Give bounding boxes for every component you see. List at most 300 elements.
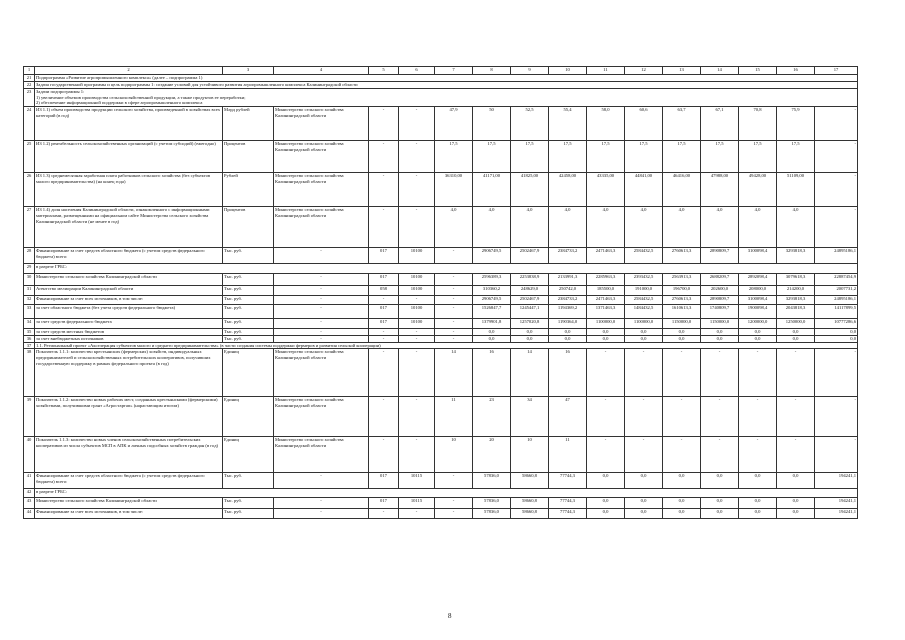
column-number-cell: 12	[625, 67, 663, 75]
responsible-executor-cell: -	[274, 498, 369, 509]
value-cell: 0,0	[663, 473, 701, 489]
responsible-executor-cell: Министерство сельского хозяйства Калининградской области	[274, 207, 369, 248]
table-row	[24, 473, 858, 489]
value-cell: -	[625, 437, 663, 473]
value-cell: 0,0	[587, 509, 625, 519]
row-number: 41	[24, 473, 35, 489]
value-cell: 17,5	[625, 141, 663, 173]
value-cell: -	[435, 286, 473, 296]
value-cell: -	[435, 329, 473, 336]
table-row	[24, 82, 858, 89]
row-number: 35	[24, 329, 35, 336]
value-cell: -	[701, 349, 739, 397]
value-cell: 0,0	[587, 473, 625, 489]
unit-cell: Тыс. руб.	[223, 473, 274, 489]
value-cell: 3100098,4	[739, 296, 777, 305]
value-cell: 194241,1	[815, 498, 858, 509]
unit-cell: Тыс. руб.	[223, 498, 274, 509]
table-row	[24, 349, 858, 397]
value-cell: -	[587, 437, 625, 473]
value-cell: 2384733,2	[549, 248, 587, 264]
unit-cell: Тыс. руб.	[223, 286, 274, 296]
column-number-cell: 3	[223, 67, 274, 75]
value-cell: -	[399, 207, 435, 248]
value-cell: 0,0	[701, 473, 739, 489]
value-cell: -	[777, 437, 815, 473]
value-cell: 14117899,5	[815, 305, 858, 319]
value-cell: 0,0	[663, 498, 701, 509]
value-cell: 1900098,4	[739, 305, 777, 319]
value-cell: 202600,0	[701, 286, 739, 296]
value-cell: -	[663, 437, 701, 473]
responsible-executor-cell: Министерство сельского хозяйства Калининградской области	[274, 173, 369, 207]
value-cell: -	[739, 437, 777, 473]
value-cell: 1190364,0	[549, 319, 587, 329]
value-cell: -	[399, 349, 435, 397]
value-cell: -	[435, 498, 473, 509]
column-number-cell: 17	[815, 67, 858, 75]
value-cell: 17,5	[435, 141, 473, 173]
value-cell: 36310,00	[435, 173, 473, 207]
value-cell: 1150000,0	[663, 319, 701, 329]
value-cell: 46416,00	[663, 173, 701, 207]
indicator-name-cell: за счет областного бюджета (без учета средств федерального бюджета)	[35, 305, 223, 319]
value-cell: 2471463,3	[587, 248, 625, 264]
value-cell: 0,0	[739, 498, 777, 509]
value-cell: 0,0	[625, 335, 663, 342]
column-number-cell: 5	[369, 67, 399, 75]
value-cell: 77744,3	[549, 509, 587, 519]
row-number: 44	[24, 509, 35, 519]
value-cell: 4,0	[777, 207, 815, 248]
unit-cell: Тыс. руб.	[223, 305, 274, 319]
value-cell: -	[625, 397, 663, 437]
table-row	[24, 264, 858, 274]
value-cell: -	[399, 296, 435, 305]
value-cell: 0,0	[511, 335, 549, 342]
value-cell: 50	[473, 107, 511, 141]
value-cell: 24895186,1	[815, 248, 858, 264]
responsible-executor-cell: -	[274, 286, 369, 296]
unit-cell: Единиц	[223, 397, 274, 437]
value-cell: 2906749,5	[473, 296, 511, 305]
value-cell: 34	[511, 397, 549, 437]
value-cell: -	[815, 107, 858, 141]
unit-cell: Единиц	[223, 437, 274, 473]
value-cell: 57836,0	[473, 509, 511, 519]
value-cell: 0,0	[549, 329, 587, 336]
table-row	[24, 342, 858, 349]
value-cell: 60,6	[625, 107, 663, 141]
row-number: 32	[24, 296, 35, 305]
value-cell: 4,0	[701, 207, 739, 248]
value-cell: 10100	[399, 248, 435, 264]
column-number-cell: 7	[435, 67, 473, 75]
value-cell: -	[435, 248, 473, 264]
responsible-executor-cell: -	[274, 473, 369, 489]
value-cell: -	[435, 319, 473, 329]
column-number-cell: 8	[473, 67, 511, 75]
value-cell: -	[625, 349, 663, 397]
responsible-executor-cell: -	[274, 509, 369, 519]
column-number-row	[24, 67, 858, 75]
value-cell: 4,0	[435, 207, 473, 248]
row-number: 34	[24, 319, 35, 329]
value-cell: -	[399, 141, 435, 173]
value-cell: -	[369, 437, 399, 473]
value-cell: 58660,8	[511, 473, 549, 489]
responsible-executor-cell: Министерство сельского хозяйства Калининградской области	[274, 437, 369, 473]
indicator-name-cell: Агентство мелиорации Калининградской области	[35, 286, 223, 296]
value-cell: 0,0	[663, 329, 701, 336]
unit-cell: Млрд рублей	[223, 107, 274, 141]
table-row	[24, 207, 858, 248]
value-cell: 1257020,8	[511, 319, 549, 329]
value-cell: 11	[435, 397, 473, 437]
table-row	[24, 89, 858, 107]
value-cell: 17,5	[473, 141, 511, 173]
value-cell: 1100000,0	[625, 319, 663, 329]
indicator-name-cell: Финансирование за счет всех источников, в том числе:	[35, 296, 223, 305]
unit-cell: Тыс. руб.	[223, 296, 274, 305]
value-cell: 14	[511, 349, 549, 397]
value-cell: -	[663, 397, 701, 437]
value-cell: 1379901,8	[473, 319, 511, 329]
value-cell: 017	[369, 473, 399, 489]
value-cell: -	[815, 349, 858, 397]
value-cell: -	[587, 349, 625, 397]
value-cell: 2688209,7	[701, 274, 739, 286]
value-cell: 017	[369, 319, 399, 329]
section-heading-cell: 1.1. Региональный проект «Акселерация субъектов малого и среднего предпринимательства» (в части создания системы поддержки фермеров и развития сельской кооперации)	[35, 342, 858, 349]
value-cell: 2760613,3	[663, 248, 701, 264]
table-row	[24, 305, 858, 319]
row-number: 30	[24, 274, 35, 286]
value-cell: -	[777, 397, 815, 437]
responsible-executor-cell: Министерство сельского хозяйства Калининградской области	[274, 107, 369, 141]
value-cell: -	[369, 296, 399, 305]
row-number: 39	[24, 397, 35, 437]
value-cell: 51109,00	[777, 173, 815, 207]
section-heading-cell: Подпрограмма «Развитие агропромышленного комплекса» (далее – подпрограмма 1)	[35, 75, 858, 82]
value-cell: 017	[369, 248, 399, 264]
unit-cell: Тыс. руб.	[223, 274, 274, 286]
value-cell: 0,0	[701, 498, 739, 509]
value-cell: 0,0	[739, 509, 777, 519]
value-cell: 0,0	[701, 509, 739, 519]
value-cell: 49428,00	[739, 173, 777, 207]
value-cell: 0,0	[815, 329, 858, 336]
value-cell: 44841,00	[625, 173, 663, 207]
value-cell: 194241,1	[815, 473, 858, 489]
value-cell: 17,5	[663, 141, 701, 173]
value-cell: 4,0	[473, 207, 511, 248]
value-cell: 47,9	[435, 107, 473, 141]
value-cell: 0,0	[587, 335, 625, 342]
responsible-executor-cell: Министерство сельского хозяйства Калининградской области	[274, 397, 369, 437]
column-number-cell: 10	[549, 67, 587, 75]
value-cell: 10115	[399, 473, 435, 489]
column-number-cell: 15	[739, 67, 777, 75]
value-cell: 11	[549, 437, 587, 473]
value-cell: 191000,0	[625, 286, 663, 296]
value-cell: -	[701, 397, 739, 437]
value-cell: 0,0	[777, 329, 815, 336]
value-cell: 2285963,3	[587, 274, 625, 286]
responsible-executor-cell: Министерство сельского хозяйства Калининградской области	[274, 141, 369, 173]
value-cell: 3079618,3	[777, 274, 815, 286]
value-cell: 10100	[399, 305, 435, 319]
indicator-name-cell: ИЗ 1.4) доля населения Калининградской области, ознакомленного с информационными материалами, размещенными на официальном сайте Министерства сельского хозяйства Калининградской области (не менее в год)	[35, 207, 223, 248]
row-number: 29	[24, 264, 35, 274]
value-cell: 0,0	[815, 335, 858, 342]
value-cell: 10	[511, 437, 549, 473]
indicator-name-cell: Показатель 1.1.1: количество крестьянских (фермерских) хозяйств, индивидуальных предпринимателей и сельскохозяйственных потребительских кооперативов, получивших государственную поддержку в рамках федерального проекта (в год)	[35, 349, 223, 397]
value-cell: 58660,8	[511, 498, 549, 509]
value-cell: 0,0	[587, 498, 625, 509]
value-cell: 77744,3	[549, 473, 587, 489]
column-number-cell: 14	[701, 67, 739, 75]
value-cell: 214200,0	[777, 286, 815, 296]
value-cell: 0,0	[739, 473, 777, 489]
indicator-name-cell: Министерство сельского хозяйства Калининградской области	[35, 498, 223, 509]
value-cell: -	[369, 141, 399, 173]
value-cell: 24895186,1	[815, 296, 858, 305]
value-cell: 63,7	[663, 107, 701, 141]
value-cell: 0,0	[777, 335, 815, 342]
row-number: 38	[24, 349, 35, 397]
value-cell: 10100	[399, 319, 435, 329]
row-number: 25	[24, 141, 35, 173]
value-cell: 194241,1	[815, 509, 858, 519]
value-cell: -	[369, 509, 399, 519]
table-row	[24, 509, 858, 519]
value-cell: 1100000,0	[587, 319, 625, 329]
indicator-name-cell: за счет внебюджетных источников	[35, 335, 223, 342]
value-cell: 2253838,9	[511, 274, 549, 286]
value-cell: -	[435, 509, 473, 519]
value-cell: -	[399, 437, 435, 473]
unit-cell: Единиц	[223, 349, 274, 397]
table-row	[24, 397, 858, 437]
value-cell: 17,5	[587, 141, 625, 173]
value-cell: 1610613,3	[663, 305, 701, 319]
column-number-cell: 1	[24, 67, 35, 75]
value-cell: 4,0	[587, 207, 625, 248]
value-cell: -	[399, 509, 435, 519]
value-cell: 58,0	[587, 107, 625, 141]
value-cell: -	[399, 335, 435, 342]
value-cell: 4,0	[739, 207, 777, 248]
value-cell: 0,0	[663, 335, 701, 342]
table-row	[24, 248, 858, 264]
row-number: 28	[24, 248, 35, 264]
column-number-cell: 9	[511, 67, 549, 75]
value-cell: 10100	[399, 286, 435, 296]
value-cell: 2133991,3	[549, 274, 587, 286]
value-cell: -	[369, 397, 399, 437]
value-cell: 0,0	[473, 329, 511, 336]
value-cell: 0,0	[739, 335, 777, 342]
value-cell: 0,0	[625, 329, 663, 336]
value-cell: -	[369, 329, 399, 336]
indicator-name-cell: за счет средств местных бюджетов	[35, 329, 223, 336]
value-cell: 4,0	[663, 207, 701, 248]
unit-cell: Процентов	[223, 207, 274, 248]
value-cell: 2393432,5	[625, 274, 663, 286]
value-cell: 0,0	[625, 498, 663, 509]
table-row	[24, 75, 858, 82]
program-indicators-table	[23, 66, 858, 519]
value-cell: -	[815, 437, 858, 473]
value-cell: 10100	[399, 274, 435, 286]
value-cell: 75,9	[777, 107, 815, 141]
value-cell: 3100098,4	[739, 248, 777, 264]
indicator-name-cell: за счет средств федерального бюджета	[35, 319, 223, 329]
unit-cell: Тыс. руб.	[223, 248, 274, 264]
value-cell: -	[739, 349, 777, 397]
responsible-executor-cell: -	[274, 335, 369, 342]
responsible-executor-cell: -	[274, 305, 369, 319]
table-row	[24, 335, 858, 342]
value-cell: -	[369, 173, 399, 207]
value-cell: 17,5	[777, 141, 815, 173]
value-cell: 2892098,4	[739, 274, 777, 286]
value-cell: 2502467,9	[511, 296, 549, 305]
value-cell: 67,1	[701, 107, 739, 141]
value-cell: -	[815, 173, 858, 207]
row-number: 22	[24, 82, 35, 89]
responsible-executor-cell: -	[274, 248, 369, 264]
value-cell: 0,0	[625, 473, 663, 489]
document-sheet	[23, 66, 858, 519]
unit-cell: Рублей	[223, 173, 274, 207]
responsible-executor-cell: -	[274, 329, 369, 336]
value-cell: 55,4	[549, 107, 587, 141]
row-number: 24	[24, 107, 35, 141]
value-cell: 57836,0	[473, 498, 511, 509]
value-cell: 4,0	[511, 207, 549, 248]
value-cell: -	[369, 207, 399, 248]
value-cell: 23	[473, 397, 511, 437]
value-cell: 4,0	[549, 207, 587, 248]
indicator-name-cell: ИЗ 1.2) рентабельность сельскохозяйственных организаций (с учетом субсидий) (ежегодно)	[35, 141, 223, 173]
value-cell: 2043818,3	[777, 305, 815, 319]
value-cell: 2760613,3	[663, 296, 701, 305]
row-number: 36	[24, 335, 35, 342]
value-cell: 1250000,0	[777, 319, 815, 329]
row-number: 33	[24, 305, 35, 319]
row-number: 31	[24, 286, 35, 296]
value-cell: 47988,00	[701, 173, 739, 207]
value-cell: 16	[549, 349, 587, 397]
value-cell: 2563913,3	[663, 274, 701, 286]
section-heading-cell: в разрезе ГРБС:	[35, 264, 858, 274]
value-cell: 0,0	[701, 335, 739, 342]
indicator-name-cell: ИЗ 1.1) объем производства продукции сельского хозяйства, произведенной в хозяйствах всех категорий (в год)	[35, 107, 223, 141]
value-cell: 017	[369, 274, 399, 286]
unit-cell: Тыс. руб.	[223, 319, 274, 329]
value-cell: -	[369, 349, 399, 397]
value-cell: -	[369, 335, 399, 342]
row-number: 26	[24, 173, 35, 207]
value-cell: 22887454,9	[815, 274, 858, 286]
responsible-executor-cell: Министерство сельского хозяйства Калининградской области	[274, 349, 369, 397]
value-cell: -	[369, 107, 399, 141]
value-cell: 14	[435, 349, 473, 397]
indicator-name-cell: Показатель 1.1.2: количество новых рабочих мест, созданных крестьянскими (фермерскими) хозяйствами, получившими грант «Агростартап» (нарастающим итогом)	[35, 397, 223, 437]
value-cell: 185500,0	[587, 286, 625, 296]
value-cell: -	[399, 173, 435, 207]
value-cell: 2007731,2	[815, 286, 858, 296]
value-cell: -	[435, 274, 473, 286]
indicator-name-cell: Показатель 1.1.3: количество новых членов сельскохозяйственных потребительских кооперативов из числа субъектов МСП в АПК и личных подсобных хозяйств граждан (в год)	[35, 437, 223, 473]
table-row	[24, 437, 858, 473]
value-cell: -	[815, 397, 858, 437]
value-cell: -	[701, 437, 739, 473]
table-row	[24, 141, 858, 173]
value-cell: 0,0	[549, 335, 587, 342]
value-cell: 1194369,2	[549, 305, 587, 319]
table-row	[24, 489, 858, 498]
value-cell: -	[815, 141, 858, 173]
value-cell: 017	[369, 498, 399, 509]
value-cell: 0,0	[587, 329, 625, 336]
value-cell: 42458,00	[549, 173, 587, 207]
value-cell: 0,0	[701, 329, 739, 336]
value-cell: 2890809,7	[701, 248, 739, 264]
value-cell: 208000,0	[739, 286, 777, 296]
value-cell: 2471463,3	[587, 296, 625, 305]
value-cell: 1484432,5	[625, 305, 663, 319]
row-number: 23	[24, 89, 35, 107]
row-number: 21	[24, 75, 35, 82]
value-cell: 57836,0	[473, 473, 511, 489]
value-cell: 196700,0	[663, 286, 701, 296]
value-cell: 2384733,2	[549, 296, 587, 305]
value-cell: 2584432,5	[625, 248, 663, 264]
table-row	[24, 498, 858, 509]
responsible-executor-cell: -	[274, 296, 369, 305]
value-cell: 41171,00	[473, 173, 511, 207]
table-row	[24, 296, 858, 305]
row-number: 27	[24, 207, 35, 248]
value-cell: 3293818,3	[777, 296, 815, 305]
table-row	[24, 329, 858, 336]
value-cell: 1245447,1	[511, 305, 549, 319]
value-cell: -	[399, 397, 435, 437]
value-cell: 0,0	[777, 473, 815, 489]
value-cell: -	[777, 349, 815, 397]
row-number: 43	[24, 498, 35, 509]
value-cell: -	[435, 296, 473, 305]
column-number-cell: 6	[399, 67, 435, 75]
value-cell: 10	[435, 437, 473, 473]
value-cell: 20	[473, 437, 511, 473]
value-cell: 0,0	[777, 509, 815, 519]
value-cell: 52,5	[511, 107, 549, 141]
section-heading-cell: в разрезе ГРБС:	[35, 489, 858, 498]
indicator-name-cell: Финансирование за счет всех источников, в том числе:	[35, 509, 223, 519]
value-cell: 4,0	[625, 207, 663, 248]
table-row	[24, 173, 858, 207]
table-row	[24, 107, 858, 141]
value-cell: 3293818,3	[777, 248, 815, 264]
value-cell: 0,0	[663, 509, 701, 519]
value-cell: 58660,8	[511, 509, 549, 519]
value-cell: 70,8	[739, 107, 777, 141]
column-number-cell: 2	[35, 67, 223, 75]
